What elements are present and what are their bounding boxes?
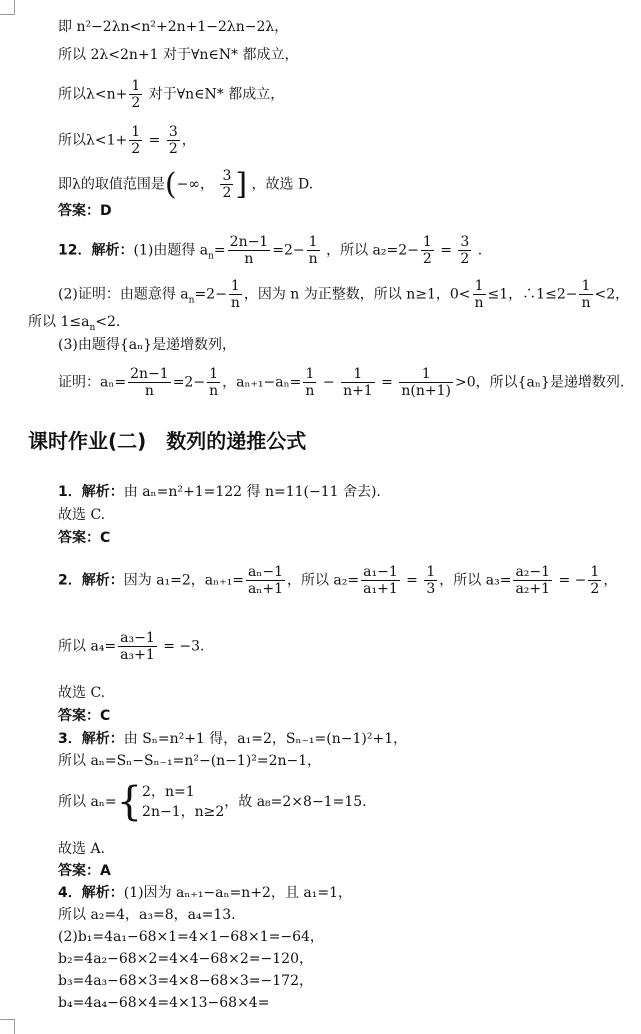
fraction: $\frac{1}{2}$ (131, 78, 141, 111)
piecewise-cases: 2，n=1 2n−1，n≥2 (142, 784, 225, 820)
fraction: $\frac{\text{aₙ−1}}{\text{aₙ+1}}$ (247, 564, 283, 597)
answer-line: 答案：D (58, 203, 112, 219)
fraction: $\frac{1}{n}$ (474, 278, 484, 311)
text-line: 故选 C. (58, 507, 106, 523)
text-line: 所以 aₙ=Sₙ−Sₙ₋₁=n²−(n−1)²=2n−1， (58, 753, 322, 769)
page-corner-mark (0, 1019, 15, 1034)
text-line: 证明：aₙ= $\frac{2n-1}{n}$ =2− $\frac{1}{n}$ ，aₙ₊₁−aₙ= $\frac{1}{n}$ − $\frac{1}{n+1}$ = $\frac{1}{n(n+1)}$ >0，所以{aₙ}是递增数列. (58, 366, 625, 399)
fraction: $\frac{2n-1}{n}$ (229, 234, 269, 267)
text-line: 故选 A. (58, 841, 106, 857)
text-line: 即 n²−2λn<n²+2n+1−2λn−2λ， (58, 19, 289, 35)
answer-line: 答案：C (58, 708, 111, 724)
fraction: $\frac{1}{n(n+1)}$ (401, 366, 451, 399)
fraction: $\frac{1}{3}$ (426, 564, 436, 597)
fraction: $\frac{1}{n+1}$ (343, 366, 373, 399)
text-line: b₄=4a₄−68×4=4×13−68×4= (58, 995, 270, 1011)
text-line: 所以 aₙ={ 2，n=1 2n−1，n≥2 ，故 a₈=2×8−1=15. (58, 779, 367, 825)
text-line: 故选 C. (58, 685, 106, 701)
fraction: $\frac{1}{n}$ (581, 278, 591, 311)
fraction: $\frac{1}{n}$ (305, 366, 315, 399)
text-line: (2)b₁=4a₁−68×1=4×1−68×1=−64， (58, 929, 324, 945)
text-line: 所以 a₂=4，a₃=8，a₄=13. (58, 907, 236, 923)
text-line: 所以λ<n+ $\frac{1}{2}$ 对于∀n∈N* 都成立， (58, 78, 285, 111)
fraction: $\frac{1}{n}$ (209, 366, 219, 399)
fraction: $\frac{1}{n}$ (308, 234, 318, 267)
text-line: 即λ的取值范围是(−∞， $\frac{3}{2}$ ] ，故选 D. (58, 166, 314, 202)
text-line: 所以 $1\le a_n<2$. (28, 314, 121, 333)
answer-line: 答案：A (58, 863, 111, 879)
text-line: 所以λ<1+ $\frac{1}{2}$ = $\frac{3}{2}$ ， (58, 124, 196, 157)
fraction: $\frac{1}{n}$ (230, 278, 240, 311)
page-corner-mark (0, 0, 15, 15)
fraction: $\frac{3}{2}$ (460, 234, 470, 267)
fraction: $\frac{\text{a₃−1}}{\text{a₃+1}}$ (120, 630, 155, 663)
text-line: 4．解析：(1)因为 aₙ₊₁−aₙ=n+2，且 a₁=1， (58, 885, 353, 901)
fraction: $\frac{3}{2}$ (222, 168, 232, 201)
text-line: 2．解析：因为 a₁=2，aₙ₊₁= $\frac{\text{aₙ−1}}{\text{aₙ+1}}$ ，所以 a₂= $\frac{\text{a₁−1}}{\text{a₁+1}}$ = $\frac{1}{3}$ ，所以 a₃= $\frac{\text{a₂−1}}{\text{a₂+1}}$ = − $\frac{1}{2}$ ， (58, 564, 618, 597)
fraction: $\frac{1}{2}$ (422, 234, 432, 267)
fraction: $\frac{\text{a₁−1}}{\text{a₁+1}}$ (363, 564, 398, 597)
text-line: 12．解析：(1)由题得 $a_n=$ $\frac{2n-1}{n}$ =2− $\frac{1}{n}$ ，所以 a₂=2− $\frac{1}{2}$ = $\frac{3}{2}$ . (58, 234, 483, 267)
fraction: $\frac{1}{2}$ (590, 564, 600, 597)
text-line: b₂=4a₂−68×2=4×4−68×2=−120， (58, 951, 313, 967)
text-line: 所以 2λ<2n+1 对于∀n∈N* 都成立， (58, 47, 299, 63)
text-line: 3．解析：由 Sₙ=n²+1 得，a₁=2，Sₙ₋₁=(n−1)²+1， (58, 731, 408, 747)
text-line: (3)由题得{aₙ}是递增数列， (58, 337, 237, 353)
text-line: b₃=4a₃−68×3=4×8−68×3=−172， (58, 973, 313, 989)
fraction: $\frac{\text{a₂−1}}{\text{a₂+1}}$ (515, 564, 551, 597)
text-line: 所以 a₄= $\frac{\text{a₃−1}}{\text{a₃+1}}$ = −3. (58, 630, 205, 663)
answer-line: 答案：C (58, 530, 111, 546)
fraction: $\frac{1}{2}$ (131, 124, 141, 157)
text-line: (2)证明：由题意得 $a_n=2-$ $\frac{1}{n}$ ，因为 n 为正整数，所以 n≥1，0< $\frac{1}{n}$ ≤1，∴1≤2− $\frac{1}{n}$ <2， (58, 278, 630, 311)
fraction: $\frac{2n-1}{n}$ (130, 366, 169, 399)
fraction: $\frac{3}{2}$ (168, 124, 178, 157)
text-line: 1．解析：由 aₙ=n²+1=122 得 n=11(−11 舍去). (58, 484, 381, 500)
section-title: 课时作业(二) 数列的递推公式 (28, 429, 307, 453)
